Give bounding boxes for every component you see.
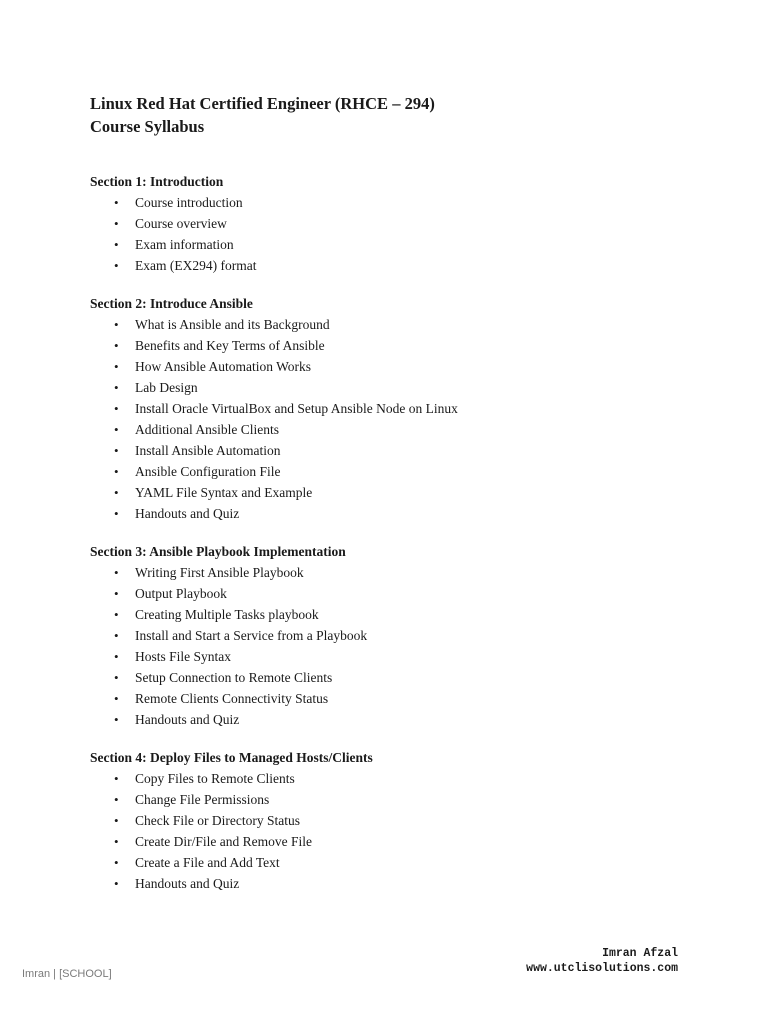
list-item-text: Install and Start a Service from a Playbook [135, 628, 368, 644]
list-item [90, 255, 690, 276]
bullet-icon: • [114, 670, 119, 686]
list-item-text: What is Ansible and its Background [135, 317, 330, 332]
bullet-icon: • [114, 771, 119, 786]
bullet-icon: • [114, 649, 119, 665]
bullet-icon: • [114, 401, 119, 417]
list-item-text: Course introduction [135, 195, 243, 210]
list-item-text: Lab Design [135, 380, 198, 396]
section-heading: Section 1: Introduction [90, 174, 224, 189]
list-item-text: Remote Clients Connectivity Status [135, 691, 329, 707]
list-item [90, 852, 690, 873]
list-item [90, 377, 690, 398]
list-item-text: Handouts and Quiz [135, 506, 240, 522]
document-title [90, 92, 435, 138]
bullet-icon: • [114, 876, 119, 892]
bullet-icon: • [114, 834, 119, 850]
list-item [90, 810, 690, 831]
list-item-text: Check File or Directory Status [135, 813, 300, 829]
list-item-text: Setup Connection to Remote Clients [135, 670, 333, 686]
list-item [90, 768, 690, 789]
list-item [90, 646, 690, 667]
bullet-icon: • [114, 237, 119, 253]
list-item-text: Benefits and Key Terms of Ansible [135, 338, 325, 354]
list-item [90, 314, 690, 335]
section-heading: Section 3: Ansible Playbook Implementation [90, 544, 346, 559]
list-item-text: How Ansible Automation Works [135, 359, 312, 375]
section-3 [90, 541, 690, 730]
section-items [90, 562, 690, 730]
bullet-icon: • [114, 380, 119, 396]
list-item-text: Handouts and Quiz [135, 876, 240, 892]
bullet-icon: • [114, 422, 119, 438]
list-item-text: Create Dir/File and Remove File [135, 834, 312, 850]
list-item [90, 562, 690, 583]
bullet-icon: • [114, 195, 119, 210]
section-2 [90, 293, 690, 524]
list-item [90, 831, 690, 852]
list-item [90, 356, 690, 377]
list-item [90, 873, 690, 894]
section-1 [90, 171, 690, 276]
bullet-icon: • [114, 607, 119, 623]
section-4 [90, 747, 690, 894]
title-line-1: Linux Red Hat Certified Engineer (RHCE – 294) [90, 94, 435, 113]
section-items [90, 768, 690, 894]
section-items [90, 192, 690, 276]
section-heading: Section 2: Introduce Ansible [90, 296, 253, 311]
list-item [90, 604, 690, 625]
bullet-icon: • [114, 628, 119, 644]
list-item-text: Install Oracle VirtualBox and Setup Ansible Node on Linux [135, 401, 458, 417]
author-name: Imran Afzal [602, 947, 678, 960]
list-item [90, 482, 690, 503]
list-item-text: Writing First Ansible Playbook [135, 565, 304, 580]
footer-label: Imran | [SCHOOL] [22, 968, 112, 980]
list-item [90, 192, 690, 213]
list-item-text: Exam information [135, 237, 234, 253]
list-item [90, 419, 690, 440]
list-item [90, 461, 690, 482]
bullet-icon: • [114, 712, 119, 728]
list-item-text: Course overview [135, 216, 227, 232]
list-item-text: Output Playbook [135, 586, 227, 602]
bullet-icon: • [114, 855, 119, 871]
title-line-2: Course Syllabus [90, 117, 205, 136]
bullet-icon: • [114, 317, 119, 332]
list-item [90, 688, 690, 709]
bullet-icon: • [114, 359, 119, 375]
list-item [90, 583, 690, 604]
list-item-text: Install Ansible Automation [135, 443, 281, 459]
list-item [90, 667, 690, 688]
list-item [90, 440, 690, 461]
bullet-icon: • [114, 506, 119, 522]
bullet-icon: • [114, 792, 119, 808]
list-item-text: Ansible Configuration File [135, 464, 281, 480]
bullet-icon: • [114, 216, 119, 232]
list-item-text: Handouts and Quiz [135, 712, 240, 728]
list-item [90, 335, 690, 356]
bullet-icon: • [114, 485, 119, 501]
bullet-icon: • [114, 586, 119, 602]
bullet-icon: • [114, 338, 119, 354]
bullet-icon: • [114, 813, 119, 829]
list-item [90, 625, 690, 646]
list-item [90, 789, 690, 810]
bullet-icon: • [114, 443, 119, 459]
section-items [90, 314, 690, 524]
list-item-text: Change File Permissions [135, 792, 270, 808]
list-item [90, 398, 690, 419]
author-website: www.utclisolutions.com [526, 962, 678, 975]
list-item-text: Exam (EX294) format [135, 258, 257, 274]
bullet-icon: • [114, 691, 119, 707]
list-item-text: Additional Ansible Clients [135, 422, 279, 438]
bullet-icon: • [114, 565, 119, 580]
list-item-text: Hosts File Syntax [135, 649, 232, 665]
section-heading: Section 4: Deploy Files to Managed Hosts/Clients [90, 750, 373, 765]
list-item-text: Copy Files to Remote Clients [135, 771, 295, 786]
list-item [90, 213, 690, 234]
author-block [526, 946, 678, 976]
list-item-text: Creating Multiple Tasks playbook [135, 607, 319, 623]
list-item [90, 234, 690, 255]
bullet-icon: • [114, 464, 119, 480]
list-item-text: YAML File Syntax and Example [135, 485, 313, 501]
list-item [90, 709, 690, 730]
list-item [90, 503, 690, 524]
bullet-icon: • [114, 258, 119, 274]
list-item-text: Create a File and Add Text [135, 855, 280, 871]
